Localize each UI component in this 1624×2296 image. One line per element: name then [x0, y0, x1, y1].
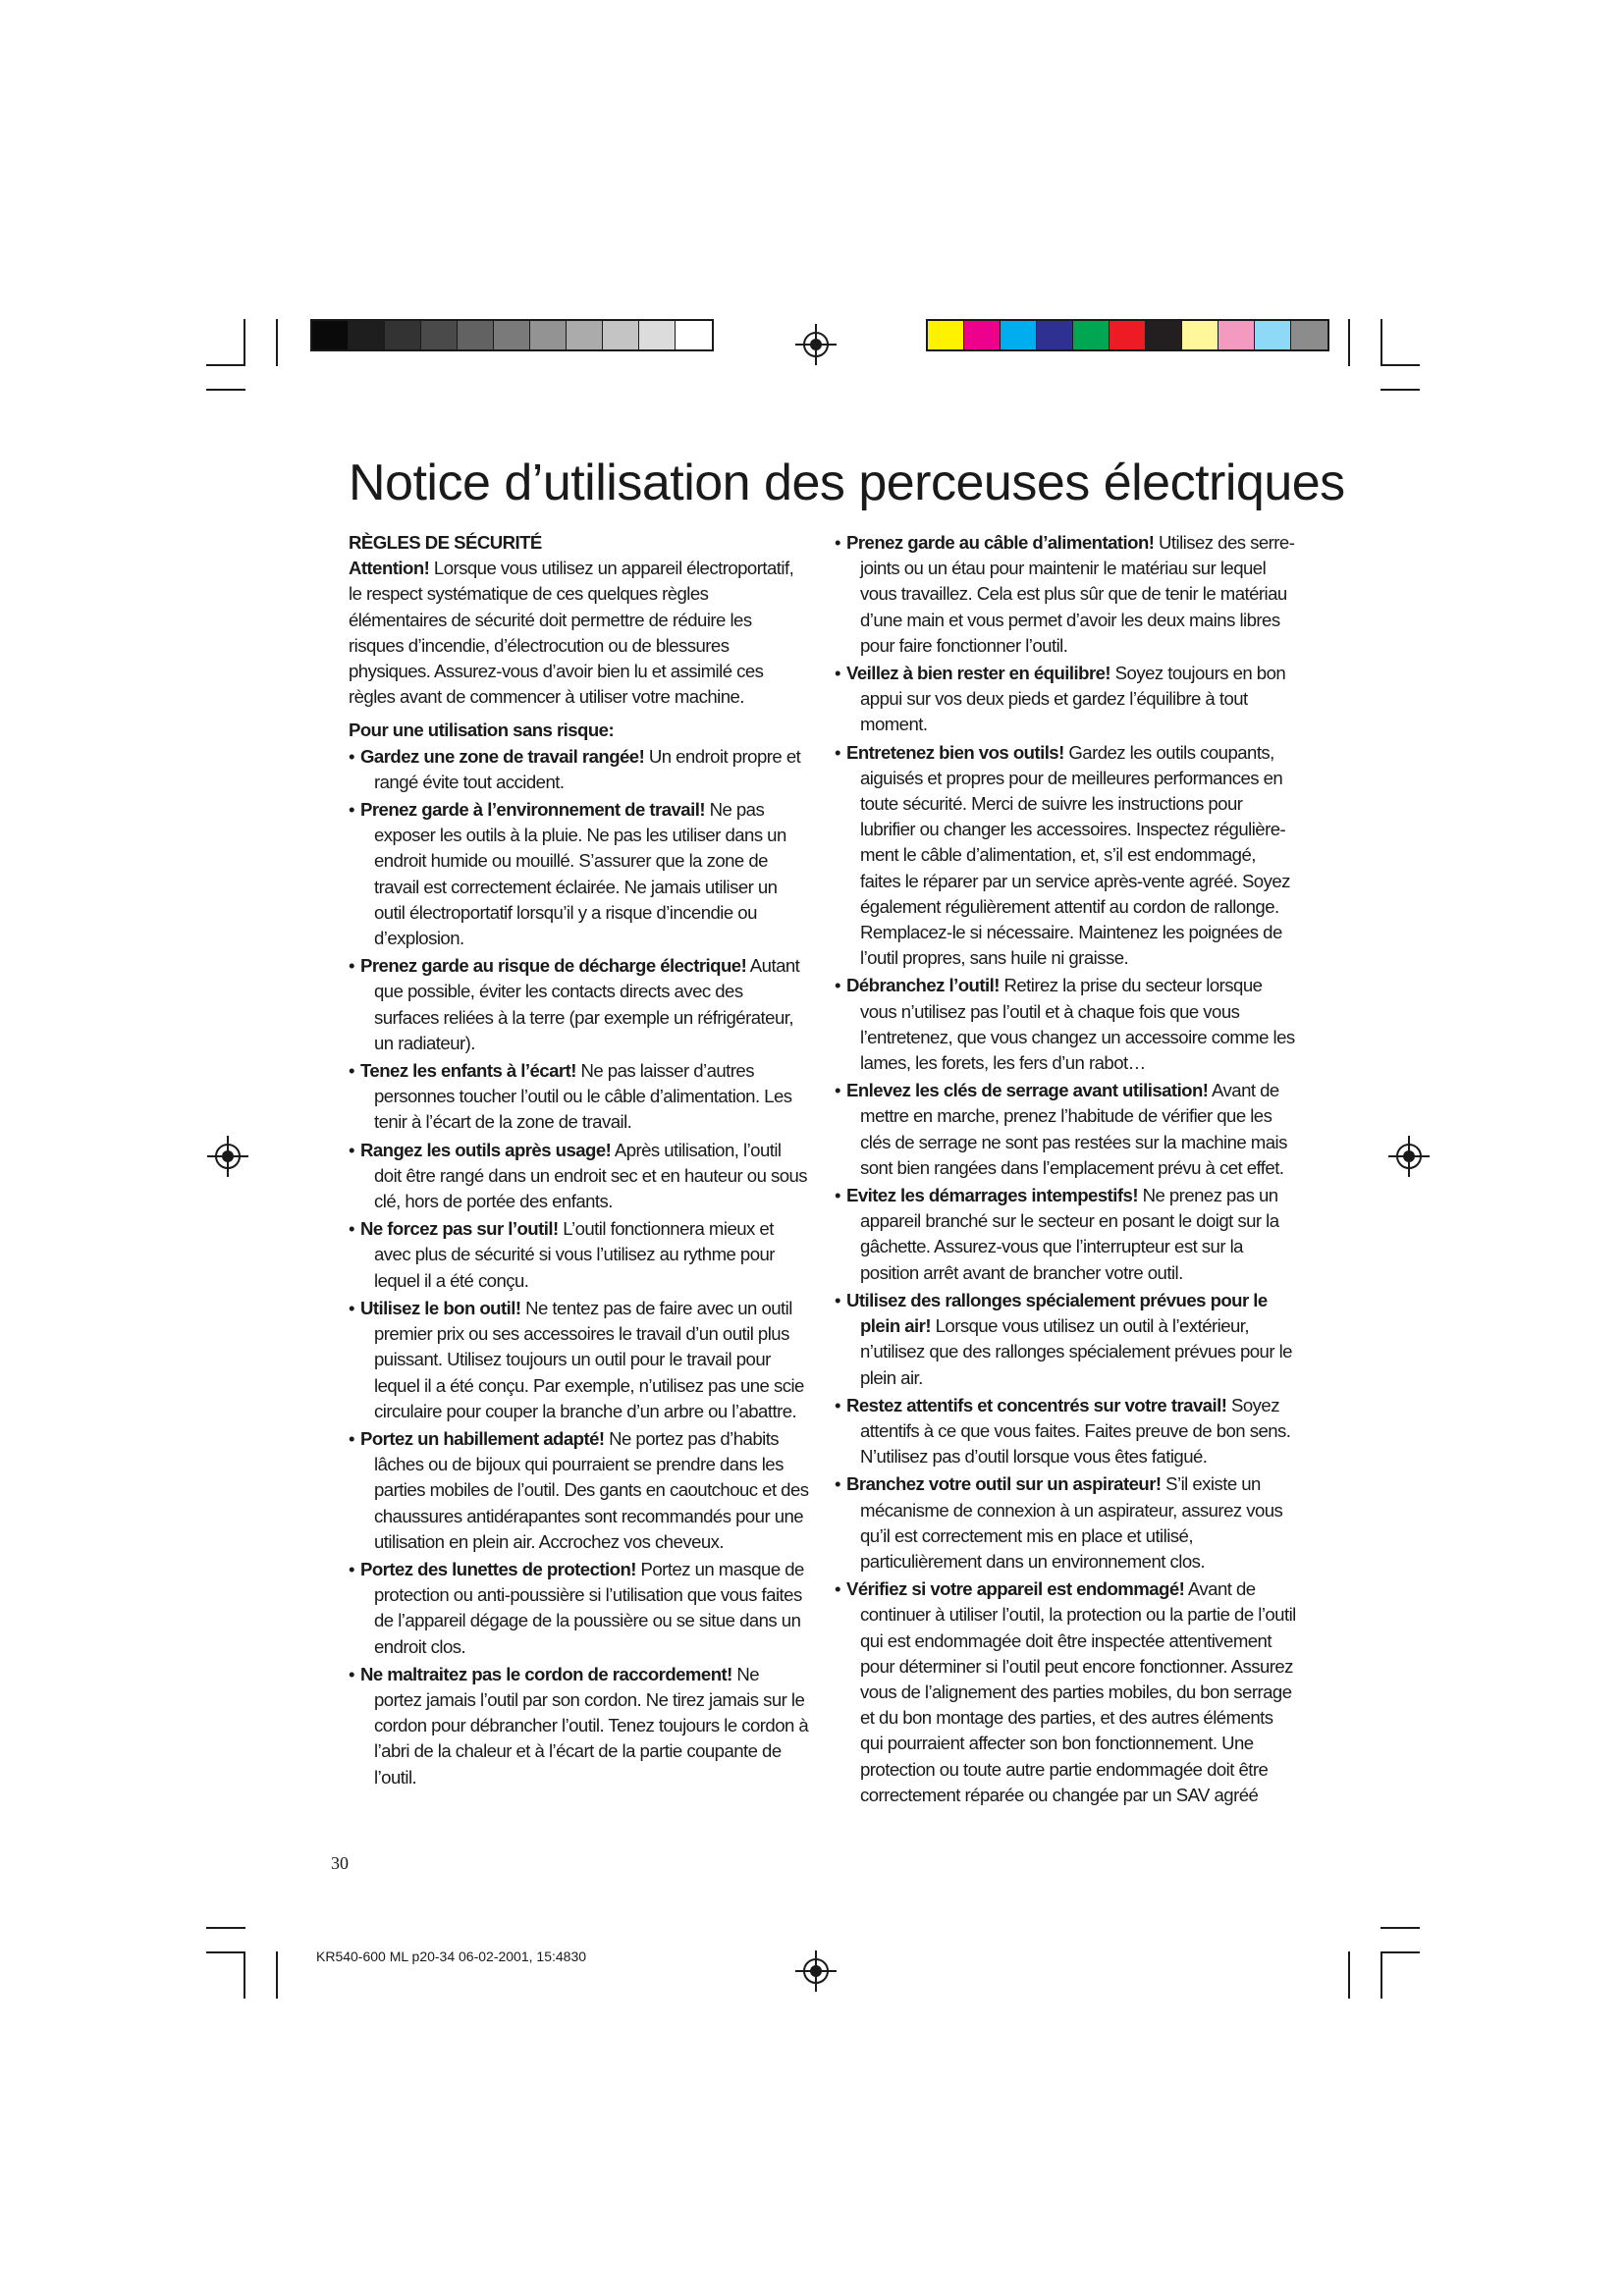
safety-rule [349, 1557, 810, 1660]
safety-rule [835, 973, 1296, 1076]
safety-rule [835, 1393, 1296, 1470]
bullet-icon: • [349, 1060, 354, 1082]
safety-rule [349, 797, 810, 951]
safety-rule [349, 1216, 810, 1294]
rule-title: Rangez les outils après usage! [360, 1139, 612, 1160]
bullet-icon: • [835, 741, 840, 763]
rule-title: Enlevez les clés de serrage avant utilisation! [846, 1080, 1209, 1101]
page-number: 30 [331, 1853, 349, 1873]
rule-text: Un endroit propre et rangé évite tout accident. [374, 745, 801, 792]
intro-paragraph [349, 556, 810, 710]
calibration-swatch [312, 321, 349, 349]
safety-rule [835, 1183, 1296, 1286]
safety-rule [835, 1471, 1296, 1575]
rule-text: L’outil fonctionnera mieux et avec plus de sécurité si vous l’utilisez au rythme pour lequel il a été conçu. [374, 1218, 775, 1291]
calibration-swatch [421, 321, 458, 349]
calibration-swatch [676, 321, 712, 349]
rule-title: Portez un habillement adapté! [360, 1427, 605, 1449]
calibration-swatch [494, 321, 530, 349]
bullet-icon: • [349, 799, 354, 821]
left-safety-list [349, 744, 810, 1790]
calibration-swatch [1073, 321, 1110, 349]
safety-rule [349, 1058, 810, 1136]
calibration-swatch [349, 321, 385, 349]
rule-title: Ne forcez pas sur l’outil! [360, 1218, 559, 1240]
safety-rule [349, 1426, 810, 1555]
rule-text: Utilisez des serre-joints ou un étau pour maintenir le matériau sur lequel vous travaillez. Cela est plus sûr que de tenir le matériau d’une main et vous permet d’avoir les deux mains libres pour faire fonctionner l’outil. [860, 532, 1295, 656]
registration-mark-icon [207, 1136, 248, 1177]
rule-title: Veillez à bien rester en équilibre! [846, 663, 1111, 684]
bullet-icon: • [835, 1289, 840, 1310]
subheading: Pour une utilisation sans risque: [349, 720, 615, 741]
color-calibration-strip [926, 319, 1329, 351]
rule-text: Ne pas exposer les outils à la pluie. Ne pas les utiliser dans un endroit humide ou mouillé. S’assurer que la zone de travail est correctement éclairée. Ne jamais utiliser un outil électroportatif lorsqu’il y a risque d’incendie ou d’explosion. [374, 799, 786, 949]
crop-mark [206, 389, 245, 391]
rule-title: Restez attentifs et concentrés sur votre travail! [846, 1394, 1227, 1415]
rule-text: Ne portez pas d’habits lâches ou de bijoux qui pourraient se prendre dans les parties mobiles de l’outil. Des gants en caoutchouc et des chaussures antidérapantes sont recommandés pour une utilisation en plein air. Accrochez vos cheveux. [374, 1427, 809, 1552]
bullet-icon: • [835, 532, 840, 553]
bullet-icon: • [835, 663, 840, 684]
rule-text: Avant de continuer à utiliser l’outil, la protection ou la partie de l’outil qui est endommagée doit être inspectée attentivement pour déterminer si l’outil peut encore fonctionner. Assurez vous de l’alignement des parties mobiles, du bon serrage et du bon montage des parties, et des autres éléments qui pourraient affecter son bon fonctionnement. Une protection ou toute autre partie endommagée doit être correctement réparée ou changée par un SAV agréé [860, 1578, 1296, 1805]
safety-rule [835, 1288, 1296, 1391]
rule-title: Vérifiez si votre appareil est endommagé! [846, 1578, 1185, 1600]
calibration-swatch [928, 321, 964, 349]
calibration-swatch [1218, 321, 1255, 349]
crop-mark [1380, 319, 1382, 366]
crop-mark [1348, 319, 1350, 366]
crop-mark [1380, 364, 1420, 366]
crop-mark [276, 319, 278, 366]
rule-title: Utilisez des rallonges spécialement prévues pour le plein air! [846, 1289, 1268, 1337]
bullet-icon: • [349, 1427, 354, 1449]
crop-mark [276, 1951, 278, 1999]
rule-title: Gardez une zone de travail rangée! [360, 745, 645, 767]
bullet-icon: • [349, 1558, 354, 1579]
bullet-icon: • [349, 955, 354, 977]
calibration-swatch [1182, 321, 1218, 349]
rule-text: Lorsque vous utilisez un outil à l’extérieur, n’utilisez que des rallonges spécialement prévues pour le plein air. [860, 1315, 1292, 1388]
rule-title: Tenez les enfants à l’écart! [360, 1060, 576, 1082]
bullet-icon: • [835, 1080, 840, 1101]
rule-text: Après utilisation, l’outil doit être rangé dans un endroit sec et en hauteur ou sous clé, hors de portée des enfants. [374, 1139, 808, 1212]
rule-text: Soyez attentifs à ce que vous faites. Faites preuve de bon sens. N’utilisez pas d’outil lorsque vous êtes fatigué. [860, 1394, 1291, 1468]
bullet-icon: • [835, 1578, 840, 1600]
safety-rule [835, 1078, 1296, 1181]
calibration-swatch [385, 321, 421, 349]
rule-text: Avant de mettre en marche, prenez l’habitude de vérifier que les clés de serrage ne sont pas restées sur la machine mais sont bien rangées dans l’emplacement prévu à cet effet. [860, 1080, 1287, 1178]
registration-mark-icon [1388, 1136, 1430, 1177]
rule-title: Prenez garde au risque de décharge électrique! [360, 955, 747, 977]
calibration-swatch [964, 321, 1001, 349]
crop-mark [1380, 1951, 1382, 1999]
bullet-icon: • [349, 1139, 354, 1160]
calibration-swatch [530, 321, 567, 349]
bullet-icon: • [835, 1473, 840, 1495]
calibration-swatch [1037, 321, 1073, 349]
crop-mark [1380, 389, 1420, 391]
crop-mark [1380, 1927, 1420, 1929]
rule-title: Evitez les démarrages intempestifs! [846, 1185, 1138, 1206]
bullet-icon: • [835, 1185, 840, 1206]
safety-rule [835, 740, 1296, 972]
rule-title: Utilisez le bon outil! [360, 1297, 521, 1318]
registration-mark-icon [795, 324, 837, 365]
calibration-swatch [603, 321, 639, 349]
calibration-swatch [567, 321, 603, 349]
safety-rule [349, 1296, 810, 1424]
bullet-icon: • [349, 1218, 354, 1240]
section-heading: RÈGLES DE SÉCURITÉ [349, 532, 542, 553]
rule-text: Ne tentez pas de faire avec un outil premier prix ou ses accessoires le travail d’un outil plus puissant. Utilisez toujours un outil pour le travail pour lequel il a été conçu. Par exemple, n’utilisez pas une scie circulaire pour couper la branche d’un arbre ou l’abattre. [374, 1297, 804, 1421]
right-column [835, 530, 1296, 1810]
print-slug: KR540-600 ML p20-34 06-02-2001, 15:4830 [316, 1949, 587, 1964]
crop-mark [244, 1951, 245, 1999]
rule-text: Portez un masque de protection ou anti-poussière si l’utilisation que vous faites de l’appareil dégage de la poussière ou se situe dans un endroit clos. [374, 1558, 804, 1657]
calibration-swatch [639, 321, 676, 349]
calibration-swatch [1146, 321, 1182, 349]
calibration-swatch [1110, 321, 1146, 349]
rule-title: Prenez garde au câble d’alimentation! [846, 532, 1155, 553]
page-title: Notice d’utilisation des perceuses électriques [349, 454, 1345, 511]
rule-text: Autant que possible, éviter les contacts directs avec des surfaces reliées à la terre (par exemple un réfrigérateur, un radiateur). [374, 955, 800, 1053]
rule-text: Ne portez jamais l’outil par son cordon. Ne tirez jamais sur le cordon pour débrancher l’outil. Tenez toujours le cordon à l’abri de la chaleur et à l’écart de la partie coupante de l’outil. [374, 1663, 809, 1788]
rule-text: Ne prenez pas un appareil branché sur le secteur en posant le doigt sur la gâchette. Assurez-vous que l’interrupteur est sur la position arrêt avant de brancher votre outil. [860, 1185, 1279, 1283]
bullet-icon: • [835, 1394, 840, 1415]
left-column [349, 530, 810, 1792]
safety-rule [349, 744, 810, 795]
grayscale-calibration-strip [310, 319, 714, 351]
safety-rule [349, 1662, 810, 1790]
bullet-icon: • [835, 975, 840, 996]
attention-label: Attention! [349, 558, 430, 579]
rule-title: Portez des lunettes de protection! [360, 1558, 636, 1579]
calibration-swatch [1291, 321, 1327, 349]
right-safety-list [835, 530, 1296, 1808]
rule-title: Entretenez bien vos outils! [846, 741, 1064, 763]
crop-mark [206, 364, 245, 366]
crop-mark [1380, 1951, 1420, 1953]
registration-mark-icon [795, 1950, 837, 1992]
crop-mark [206, 1951, 245, 1953]
crop-mark [1348, 1951, 1350, 1999]
safety-rule [349, 1138, 810, 1215]
crop-mark [244, 319, 245, 366]
calibration-swatch [1001, 321, 1037, 349]
safety-rule [349, 953, 810, 1056]
rule-title: Débranchez l’outil! [846, 975, 1000, 996]
bullet-icon: • [349, 1297, 354, 1318]
rule-text: Soyez toujours en bon appui sur vos deux pieds et gardez l’équilibre à tout moment. [860, 663, 1286, 735]
bullet-icon: • [349, 745, 354, 767]
rule-title: Prenez garde à l’environnement de travail! [360, 799, 705, 821]
crop-mark [206, 1927, 245, 1929]
rule-text: Gardez les outils coupants, aiguisés et propres pour de meilleures performances en toute sécurité. Merci de suivre les instructions pour lubrifier ou changer les accessoires. Inspectez régulière- ment le câble d’alimentation, et, s’il est endommagé, faites le réparer par un service après-vente agréé. Soyez également régulièrement attentif au cordon de rallonge. Remplacez-le si nécessaire. Maintenez les poignées de l’outil propres, sans huile ni graisse. [860, 741, 1290, 969]
rule-title: Ne maltraitez pas le cordon de raccordement! [360, 1663, 732, 1684]
safety-rule [835, 1576, 1296, 1808]
calibration-swatch [1255, 321, 1291, 349]
safety-rule [835, 530, 1296, 659]
calibration-swatch [458, 321, 494, 349]
rule-title: Branchez votre outil sur un aspirateur! [846, 1473, 1162, 1495]
rule-text: S’il existe un mécanisme de connexion à un aspirateur, assurez vous qu’il est correctement mis en place et utilisé, particulièrement dans un environnement clos. [860, 1473, 1283, 1572]
rule-text: Ne pas laisser d’autres personnes toucher l’outil ou le câble d’alimentation. Les tenir à l’écart de la zone de travail. [374, 1060, 792, 1133]
bullet-icon: • [349, 1663, 354, 1684]
safety-rule [835, 661, 1296, 738]
rule-text: Retirez la prise du secteur lorsque vous n’utilisez pas l’outil et à chaque fois que vous l’entretenez, que vous changez un accessoire comme les lames, les forets, les fers d’un rabot… [860, 975, 1295, 1074]
attention-text: Lorsque vous utilisez un appareil électroportatif, le respect systématique de ces quelques règles élémentaires de sécurité doit permettre de réduire les risques d’incendie, d’électrocution ou de blessures physiques. Assurez-vous d’avoir bien lu et assimilé ces règles avant de commencer à utiliser votre machine. [349, 558, 794, 708]
